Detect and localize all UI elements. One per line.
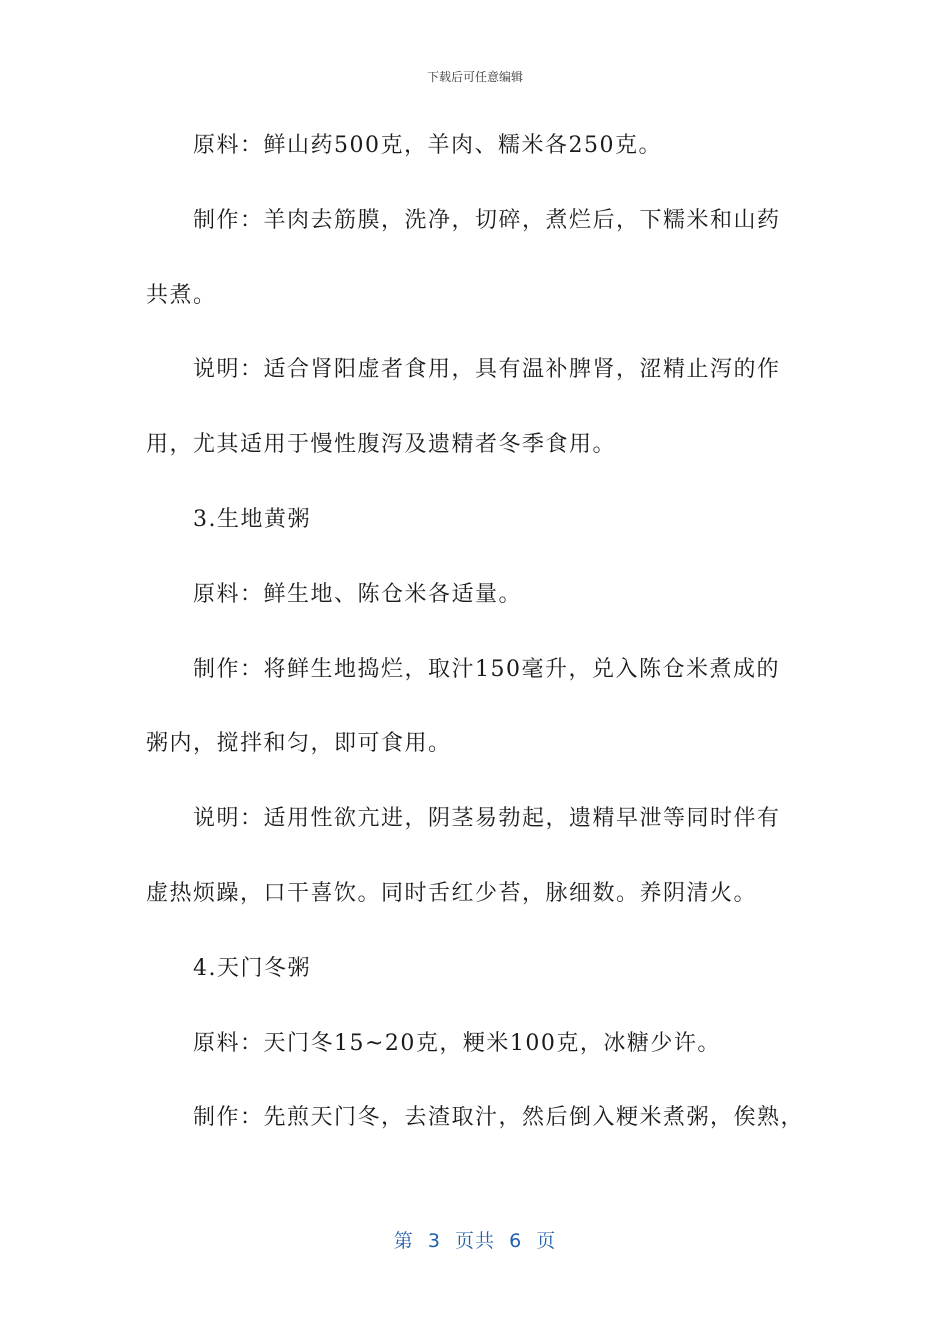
body-line: 虚热烦躁，口干喜饮。同时舌红少苔，脉细数。养阴清火。 — [146, 880, 758, 906]
body-line: 粥内，搅拌和匀，即可食用。 — [146, 731, 452, 757]
section-heading: 3.生地黄粥 — [193, 506, 311, 532]
body-line: 制作：羊肉去筋膜，洗净，切碎，煮烂后，下糯米和山药 — [193, 207, 781, 233]
body-line: 制作：将鲜生地捣烂，取汁150毫升，兑入陈仓米煮成的 — [193, 656, 780, 682]
page-number-footer: 第 3 页共 6 页 — [393, 1230, 557, 1252]
page-header: 下载后可任意编辑 — [426, 70, 523, 84]
body-line: 共煮。 — [146, 282, 217, 308]
body-line: 说明：适用性欲亢进，阴茎易勃起，遗精早泄等同时伴有 — [193, 806, 781, 832]
body-line: 制作：先煎天门冬，去渣取汁，然后倒入粳米煮粥，俟熟， — [193, 1105, 805, 1131]
document-body — [146, 124, 806, 1171]
body-line: 说明：适合肾阳虚者食用，具有温补脾肾，涩精止泻的作 — [193, 357, 781, 383]
body-line: 原料：天门冬15~20克，粳米100克，冰糖少许。 — [193, 1030, 721, 1056]
body-line: 用，尤其适用于慢性腹泻及遗精者冬季食用。 — [146, 432, 617, 458]
body-line: 原料：鲜生地、陈仓米各适量。 — [193, 581, 523, 607]
section-heading: 4.天门冬粥 — [193, 955, 311, 981]
body-line: 原料：鲜山药500克，羊肉、糯米各250克。 — [193, 133, 662, 158]
